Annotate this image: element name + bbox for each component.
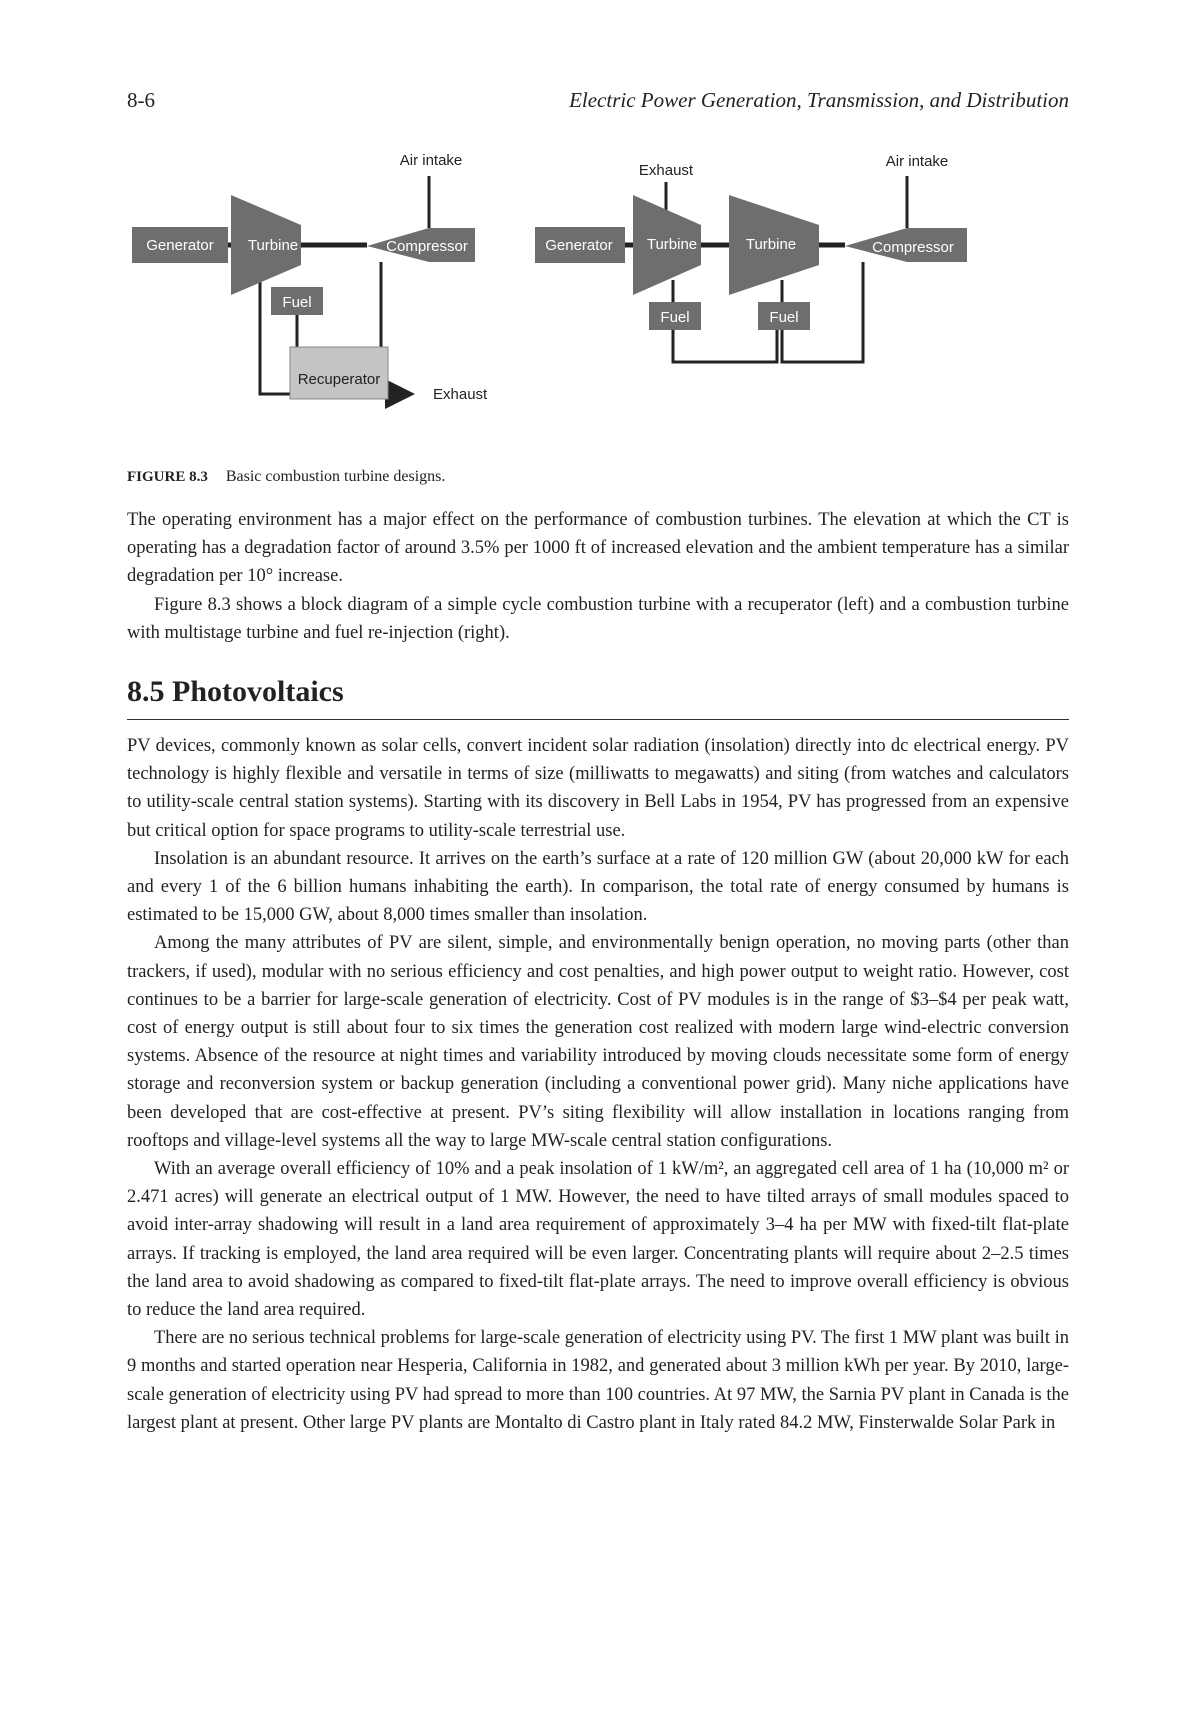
figure-label: FIGURE 8.3 bbox=[127, 469, 208, 485]
air-intake-label: Air intake bbox=[885, 153, 949, 170]
intro-paragraph-2: Figure 8.3 shows a block diagram of a simple cycle combustion turbine with a recuperator (left) and a combustion turbine with multistage turbine and fuel re-injection (right). bbox=[127, 594, 1069, 643]
generator-label: Generator bbox=[146, 237, 214, 254]
air-intake-label: Air intake bbox=[399, 152, 463, 169]
figure-8-3 bbox=[127, 150, 1069, 450]
exhaust-label: Exhaust bbox=[433, 386, 488, 403]
section-heading: 8.5 Photovoltaics bbox=[127, 675, 1069, 720]
page-number: 8-6 bbox=[127, 88, 155, 112]
left-diagram bbox=[132, 152, 488, 403]
intro-paragraph-1: The operating environment has a major effect on the performance of combustion turbines. The elevation at which the CT is operating has a degradation factor of around 3.5% per 1000 ft of increased elevation and the ambient temperature has a similar degradation per 10° increase. bbox=[127, 510, 1069, 587]
recuperator-label: Recuperator bbox=[297, 371, 381, 388]
pv-body bbox=[127, 732, 1069, 1437]
pv-paragraph-2: Insolation is an abundant resource. It arrives on the earth’s surface at a rate of 120 million GW (about 20,000 kW for each and every 1 of the 6 billion humans inhabiting the earth). In comparison, the total rate of energy consumed by humans is estimated to be 15,000 GW, about 8,000 times smaller than insolation. bbox=[127, 848, 1069, 926]
figure-caption-text: Basic combustion turbine designs. bbox=[225, 468, 446, 485]
reinjection-line bbox=[673, 330, 777, 362]
running-title: Electric Power Generation, Transmission, and Distribution bbox=[569, 88, 1069, 112]
pv-paragraph-5: There are no serious technical problems for large-scale generation of electricity using PV. The first 1 MW plant was built in 9 months and started operation near Hesperia, California in 1982, and generated about 3 million kWh per year. By 2010, large-scale generation of electricity using PV had spread to more than 100 countries. At 97 MW, the Sarnia PV plant in Canada is the largest plant at present. Other large PV plants are Montalto di Castro plant in Italy rated 84.2 MW, Finsterwalde Solar Park in bbox=[127, 1328, 1069, 1433]
generator-label: Generator bbox=[545, 237, 613, 254]
turbine-1-label: Turbine bbox=[646, 236, 698, 253]
compressor-label: Compressor bbox=[872, 239, 954, 256]
figure-caption bbox=[127, 468, 1069, 486]
exhaust-label: Exhaust bbox=[638, 162, 694, 179]
pv-paragraph-1: PV devices, commonly known as solar cells, convert incident solar radiation (insolation) directly into dc electrical energy. PV technology is highly flexible and versatile in terms of size (milliwatts to megawatts) and siting (from watches and calculators to utility-scale central station systems). Starting with its discovery in Bell Labs in 1954, PV has progressed from an expensive but critical option for space programs to utility-scale terrestrial use. bbox=[127, 736, 1069, 841]
turbine-label: Turbine bbox=[247, 237, 299, 254]
compressor-label: Compressor bbox=[386, 238, 468, 255]
turbine-block-diagrams bbox=[127, 150, 1069, 450]
intro-body bbox=[127, 506, 1069, 647]
fuel-label: Fuel bbox=[282, 294, 312, 311]
fuel-1-label: Fuel bbox=[660, 309, 690, 326]
pv-paragraph-3: Among the many attributes of PV are silent, simple, and environmentally benign operation, no moving parts (other than trackers, if used), modular with no serious efficiency and cost penalties, and high power output to weight ratio. However, cost continues to be a barrier for large-scale generation of electricity. Cost of PV modules is in the range of $3–$4 per peak watt, cost of energy output is still about four to six times the generation cost realized with modern large wind-electric conversion systems. Absence of the resource at night times and variability introduced by moving clouds necessitate some form of energy storage and reconversion system or backup generation (including a conventional power grid). Many niche applications have been developed that are cost-effective at present. PV’s siting flexibility will allow installation in locations ranging from rooftops and village-level systems all the way to large MW-scale central station configurations. bbox=[127, 933, 1069, 1151]
running-header bbox=[127, 88, 1069, 118]
turbine-2-label: Turbine bbox=[745, 236, 797, 253]
right-diagram bbox=[535, 153, 967, 362]
pv-paragraph-4: With an average overall efficiency of 10% and a peak insolation of 1 kW/m², an aggregated cell area of 1 ha (10,000 m² or 2.471 acres) will generate an electrical output of 1 MW. However, the need to have tilted arrays of small modules spaced to avoid inter-array shadowing will result in a land area requirement of approximately 3–4 ha per MW with fixed-tilt flat-plate arrays. If tracking is employed, the land area required will be even larger. Concentrating plants will require about 2–2.5 times the land area to avoid shadowing as compared to fixed-tilt flat-plate arrays. The need to improve overall efficiency is obvious to reduce the land area required. bbox=[127, 1159, 1069, 1321]
fuel-2-label: Fuel bbox=[769, 309, 799, 326]
